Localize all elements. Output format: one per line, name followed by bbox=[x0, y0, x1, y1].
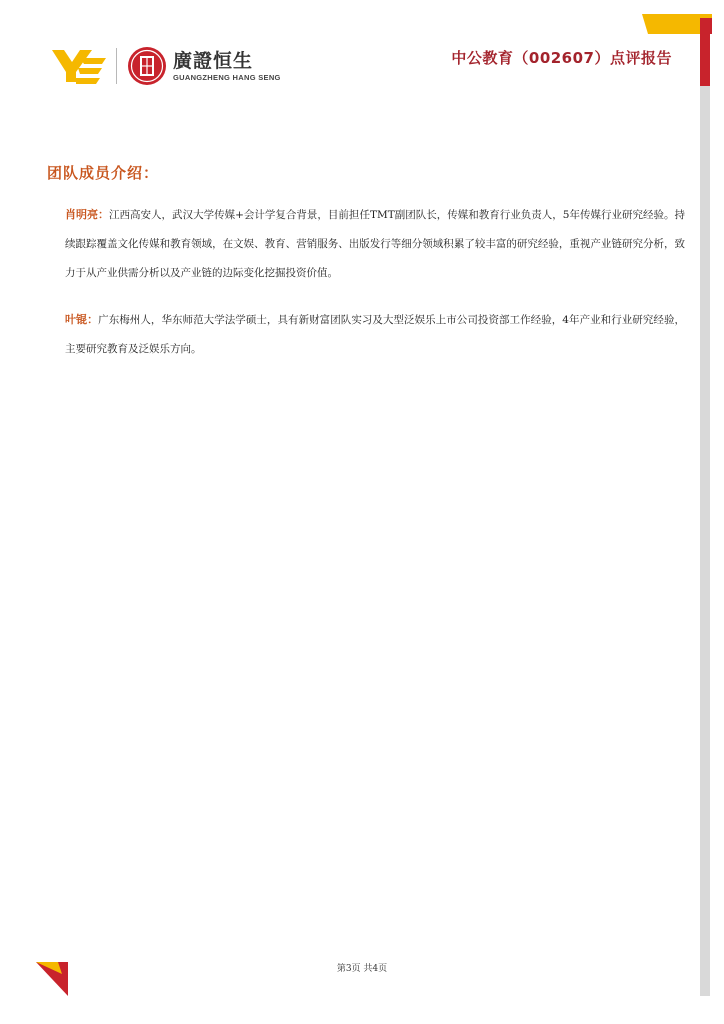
section-heading: 团队成员介绍： bbox=[47, 164, 160, 182]
member-bio bbox=[65, 305, 685, 364]
page-number: 第3页 共4页 bbox=[336, 964, 388, 974]
logo-divider bbox=[116, 48, 117, 84]
member-bio-text: 广东梅州人，华东师范大学法学硕士，具有新财富团队实习及大型泛娱乐上市公司投资部工作经验，4年产业和行业研究经验，主要研究教育及泛娱乐方向。 bbox=[65, 314, 686, 355]
side-bar-grey bbox=[700, 86, 710, 996]
header-logo-group bbox=[50, 44, 281, 88]
side-bar-red bbox=[700, 32, 710, 86]
footer-corner-decoration bbox=[36, 962, 68, 996]
brand-name-cn: 廣證恒生 bbox=[173, 49, 254, 72]
ye-logo-icon bbox=[50, 46, 108, 86]
member-bio-text: 江西高安人，武汉大学传媒+会计学复合背景，目前担任TMT副团队长，传媒和教育行业负责人，5年传媒行业研究经验。持续跟踪覆盖文化传媒和教育领域，在文娱、教育、营销服务、出版发行等细分领域积累了较丰富的研究经验，重视产业链研究分析，致力于从产业供需分析以及产业链的边际变化挖掘投资价值。 bbox=[65, 209, 686, 279]
hang-seng-seal-icon bbox=[127, 46, 167, 86]
brand-text bbox=[173, 50, 281, 83]
member-bio bbox=[65, 200, 685, 288]
member-name: 叶锟： bbox=[65, 313, 99, 326]
brand-name-en: GUANGZHENG HANG SENG bbox=[173, 72, 281, 82]
report-title: 中公教育（002607）点评报告 bbox=[451, 49, 672, 67]
member-name: 肖明亮： bbox=[65, 208, 110, 221]
corner-flag-decoration bbox=[642, 14, 712, 34]
